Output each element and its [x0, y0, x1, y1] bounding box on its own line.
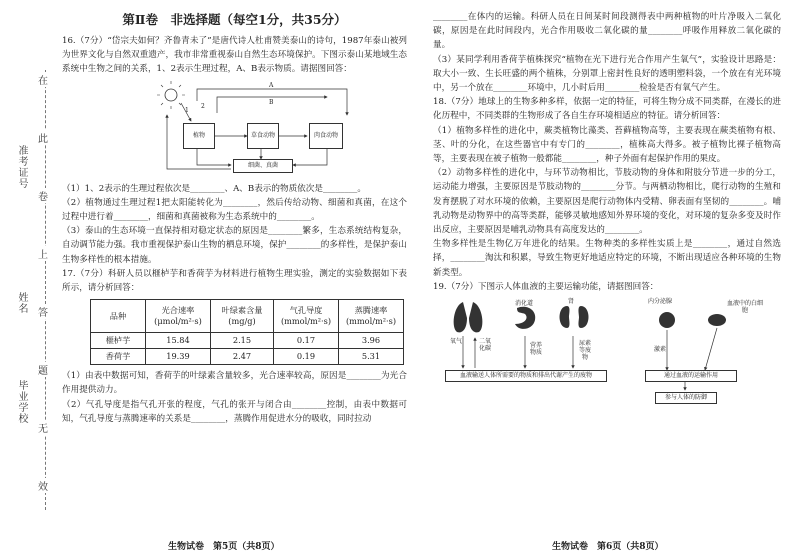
- q16-part3: （3）泰山的生态环境一直保持相对稳定状态的原因是________繁多，生态系统结构复杂，自动调节能力强。我市重视保护泰山生物的栖息环境，保护________的多样性，是保护泰山生物多样性的根本措施。: [62, 226, 407, 265]
- table-row: [91, 349, 404, 365]
- blood-transport-diagram: [445, 298, 765, 406]
- seal-char: 卷: [38, 188, 48, 203]
- lung-icon: [454, 302, 483, 332]
- table-cell: 2.15: [211, 333, 274, 349]
- plant-data-table: [90, 299, 404, 365]
- seal-char: 上: [38, 246, 48, 261]
- label-2: 2: [201, 102, 205, 110]
- blood-diagram-shapes: [445, 298, 765, 406]
- q17-part2: （2）气孔导度是指气孔开张的程度，气孔的张开与闭合由________控制，由表中数据可知，气孔导度与蒸腾速率的关系是________，蒸腾作用促进水分的吸收，同时拉动: [62, 399, 407, 424]
- q16-intro: 16.（7分）“岱宗夫如何？齐鲁青未了”是唐代诗人杜甫赞美泰山的诗句，1987年泰山被列为世界文化与自然双重遗产，我市非常重视泰山自然生态环境保护。下图示泰山某地域生态系统中生物之间的关系，1、2表示生理过程，A、B表示物质。请据图回答：: [62, 36, 407, 75]
- label-1: 1: [185, 106, 189, 114]
- q17-continued: ________在体内的运输。科研人员在日间某时间段测得表中两种植物的叶片净吸入二氧化碳，原因是在此时间段内，光合作用吸收二氧化碳的量________呼吸作用释放二氧化碳的量。: [433, 12, 781, 51]
- table-cell: 0.17: [274, 333, 339, 349]
- page-6-column: [433, 10, 781, 406]
- seal-char: 答: [38, 304, 48, 319]
- q16-part2: （2）植物通过生理过程1把太阳能转化为________，然后传给动物、细菌和真菌，在这个过程中进行着________，细菌和真菌被称为生态系统中的________。: [62, 197, 407, 223]
- table-cell: 5.31: [339, 349, 404, 365]
- kidney-icon: [560, 306, 589, 328]
- gland-label: 内分泌腺: [647, 298, 672, 306]
- q19-intro: 19.（7分）下图示人体血液的主要运输功能，请据图回答：: [433, 281, 659, 292]
- table-cell: 2.47: [211, 349, 274, 365]
- table-cell: 香荷芋: [91, 349, 146, 365]
- white-cell-label: 血液中的白细胞: [727, 300, 764, 315]
- seal-char: 效: [38, 478, 48, 493]
- section-title: 第Ⅱ卷 非选择题（每空1分，共35分）: [122, 12, 347, 27]
- table-header: 光合速率 (μmol/m²·s): [146, 300, 211, 333]
- seal-char: 此: [38, 130, 48, 145]
- q17-part1: （1）由表中数据可知，香荷芋的叶绿素含量较多，光合速率较高，原因是________为光合作用提供动力。: [62, 371, 407, 396]
- digestive-label: 消化道: [514, 300, 533, 308]
- q16-part1: （1）1、2表示的生理过程依次是________、A、B表示的物质依次是________。: [62, 183, 366, 194]
- table-row: [91, 333, 404, 349]
- binding-margin: [0, 70, 46, 510]
- oxygen-label: 氧气: [449, 338, 462, 346]
- herbivore-box: 草食动物: [247, 123, 279, 149]
- table-cell: 0.19: [274, 349, 339, 365]
- transport-box: 血液输送人体所需要的物质和排出代谢产生的废物: [445, 370, 607, 382]
- q18-part1: （1）植物多样性的进化中，蕨类植物比藻类、苔藓植物高等，主要表现在蕨类植物有根、茎、叶的分化，在这些器官中有专门的________，植株高大得多。被子植物比裸子植物高等，主要表现在被子植物一般都能________，种子外面有起保护作用的果皮。: [433, 125, 781, 165]
- table-header: 气孔导度 (mmol/m²·s): [274, 300, 339, 333]
- seal-char: 在: [38, 72, 48, 87]
- q18-part3: 生物多样性是生物亿万年进化的结果。生物种类的多样性实质上是________，通过自然选择，________淘汰和积累，导致生物更好地适应特定的环境，不断出现适应各种环境的生物新类型。: [433, 239, 781, 278]
- table-cell: 榧栌芋: [91, 333, 146, 349]
- table-header: 品种: [91, 300, 146, 333]
- school-label: 毕业学校: [16, 380, 27, 424]
- seal-char: 题: [38, 362, 48, 377]
- plant-box: 植物: [183, 123, 215, 149]
- ecosystem-diagram: [157, 81, 357, 176]
- seal-char: 无: [38, 420, 48, 435]
- table-cell: 19.39: [146, 349, 211, 365]
- q18-intro: 18.（7分）地球上的生物多种多样，依据一定的特征，可将生物分成不同类群，在漫长的进化历程中，不同类群的生物形成了各自生存环境相适应的特征。请分析回答：: [433, 97, 781, 122]
- footer-page-6: 生物试卷 第6页（共8页）: [552, 542, 664, 552]
- q17-part3: （3）某同学利用香荷芋植株探究“植物在光下进行光合作用产生氧气”，实验设计思路是：取大小一致、生长旺盛的两个植株，分别罩上密封性良好的透明塑料袋，一个放在有光环境中，另一个放在________环境中，几小时后用________检验是否有氧气产生。: [433, 54, 781, 94]
- table-header: 叶绿素含量 (mg/g): [211, 300, 274, 333]
- page-5-column: [62, 10, 407, 426]
- waste-label: 尿素等废物: [578, 340, 591, 362]
- label-a: A: [269, 81, 274, 89]
- co2-label: 二氧化碳: [479, 338, 492, 353]
- q17-intro: 17.（7分）科研人员以榧栌芋和香荷芋为材料进行植物生理实验，测定的实验数据如下表所示，请分析回答：: [62, 268, 407, 294]
- circulation-box: 通过血液的运输作用: [645, 370, 737, 382]
- nutrient-label: 营养物质: [529, 342, 542, 357]
- digestive-icon: [515, 307, 535, 329]
- table-cell: 3.96: [339, 333, 404, 349]
- defense-box: 参与人体的防御: [655, 392, 717, 404]
- table-header-row: [91, 300, 404, 333]
- decomposer-box: 细菌、真菌: [233, 159, 293, 173]
- table-cell: 15.84: [146, 333, 211, 349]
- exam-number-label: 准考证号: [16, 145, 27, 189]
- kidney-label: 肾: [567, 298, 574, 306]
- hormone-label: 激素: [653, 346, 666, 354]
- q18-part2: （2）动物多样性的进化中，与环节动物相比，节肢动物的身体和附肢分节进一步的分工，运动能力增强，主要原因是节肢动物的________分节。与两栖动物相比，爬行动物的生殖和发育摆脱了对水环境的依赖，主要原因是爬行动物体内受精、卵表面有坚韧的________。哺乳动物是动物界中的高等类群，能够灵敏地感知外界环境的变化，对环境的复杂多变及时作出反应，主要原因是哺乳动物具有高度发达的________。: [433, 168, 781, 236]
- table-header: 蒸腾速率 (mmol/m²·s): [339, 300, 404, 333]
- carnivore-box: 肉食动物: [309, 123, 343, 149]
- sun-icon: [165, 89, 177, 101]
- label-b: B: [269, 98, 274, 106]
- white-blood-cell-icon: [708, 314, 726, 326]
- gland-icon: [659, 312, 675, 328]
- footer-page-5: 生物试卷 第5页（共8页）: [168, 542, 280, 552]
- student-name-label: 姓名: [16, 292, 27, 314]
